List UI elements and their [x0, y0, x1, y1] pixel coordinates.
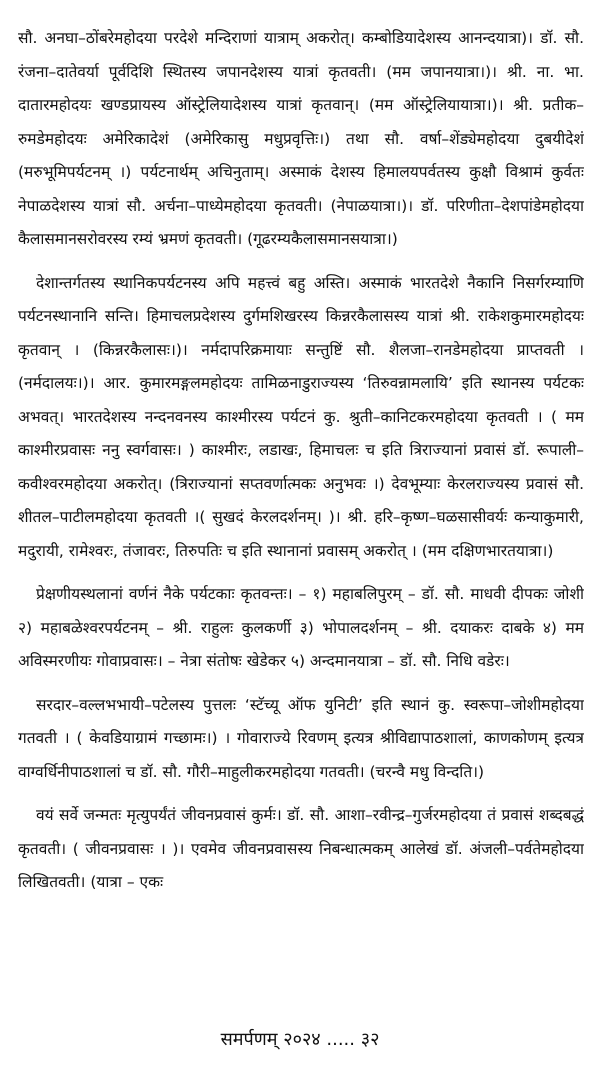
- paragraph-domestic-travels: देशान्तर्गतस्य स्थानिकपर्यटनस्य अपि महत्त्वं बहु अस्ति। अस्माकं भारतदेशे नैकानि निसर्गरम्याणि पर्यटनस्थानानि सन्ति। हिमाचलप्रदेशस्य दुर्गमशिखरस्य किन्नरकैलासस्य यात्रां श्री. राकेशकुमारमहोदयः कृतवान् । (किन्नरकैलासः।)। नर्मदापरिक्रमायाः सन्तुष्टिं सौ. शैलजा–रानडेमहोदया प्राप्तवती । (नर्मदालयः।)। आर. कुमारमङ्गलमहोदयः तामिळनाडुराज्यस्य ‘तिरुवन्नामलायि’ इति स्थानस्य पर्यटकः अभवत्। भारतदेशस्य नन्दनवनस्य काश्मीरस्य पर्यटनं कु. श्रुती–कानिटकरमहोदया कृतवती । ( मम काश्मीरप्रवासः ननु स्वर्गवासः। ) काश्मीरः, लडाखः, हिमाचलः च इति त्रिराज्यानां प्रवासं डॉ. रूपाली–कवीश्वरमहोदया अकरोत्। (त्रिराज्यानां सप्तवर्णात्मकः अनुभवः ।) देवभूम्याः केरलराज्यस्य प्रवासं सौ. शीतल–पाटीलमहोदया कृतवती ।( सुखदं केरलदर्शनम्। )। श्री. हरि–कृष्ण–घळसासीवर्यः कन्याकुमारी, मदुरायी, रामेश्वरः, तंजावरः, तिरुपतिः च इति स्थानानां प्रवासम् अकरोत् । (मम दक्षिणभारतयात्रा।): [18, 273, 584, 560]
- paragraph-life-journey: वयं सर्वे जन्मतः मृत्युपर्यंतं जीवनप्रवासं कुर्मः। डॉ. सौ. आशा–रवीन्द्र–गुर्जरमहोदया तं प्रवासं शब्दबद्धं कृतवती। ( जीवनप्रवासः । )। एवमेव जीवनप्रवासस्य निबन्धात्मकम् आलेखं डॉ. अंजली–पर्वतेमहोदया लिखितवती। (यात्रा – एकः: [18, 806, 584, 891]
- page-body: [18, 22, 584, 1022]
- paragraph-statue-of-unity: सरदार–वल्लभभायी–पटेलस्य पुत्तलः ‘स्टॅच्यू ऑफ युनिटी’ इति स्थानं कु. स्वरूपा–जोशीमहोदया गतवती । ( केवडियाग्रामं गच्छामः।) । गोवाराज्ये रिवणम् इत्यत्र श्रीविद्यापाठशालां, काणकोणम् इत्यत्र वाग्वर्धिनीपाठशालां च डॉ. सौ. गौरी–माहुलीकरमहोदया गतवती। (चरन्वै मधु विन्दति।): [18, 695, 584, 781]
- paragraph-sightseeing-list: प्रेक्षणीयस्थलानां वर्णनं नैके पर्यटकाः कृतवन्तः। – १) महाबलिपुरम् – डॉ. सौ. माधवी दीपकः जोशी २) महाबळेश्वरपर्यटनम् – श्री. राहुलः कुलकर्णी ३) भोपालदर्शनम् – श्री. दयाकरः दाबके ४) मम अविस्मरणीयः गोवाप्रवासः। – नेत्रा संतोषः खेडेकर ५) अन्दमानयात्रा – डॉ. सौ. निधि वडेरः।: [18, 585, 584, 670]
- page-footer: समर्पणम् २०२४ ..... ३२: [220, 1029, 380, 1050]
- paragraph-foreign-travels: सौ. अनघा–ठोंबरेमहोदया परदेशे मन्दिराणां यात्राम् अकरोत्। कम्बोडियादेशस्य आनन्दयात्रा)। डॉ. सौ. रंजना–दातेवर्या पूर्वदिशि स्थितस्य जपानदेशस्य यात्रां कृतवती। (मम जपानयात्रा।)। श्री. ना. भा. दातारमहोदयः खण्डप्रायस्य ऑस्ट्रेलियादेशस्य यात्रां कृतवान्। (मम ऑस्ट्रेलियायात्रा।)। श्री. प्रतीक–रुमडेमहोदयः अमेरिकादेशं (अमेरिकासु मधुप्रवृत्तिः।) तथा सौ. वर्षा–शेंड्येमहोदया दुबयीदेशं (मरुभूमिपर्यटनम् ।) पर्यटनार्थम् अचिनुताम्। अस्माकं देशस्य हिमालयपर्वतस्य कुक्षौ विश्रामं कुर्वतः नेपाळदेशस्य यात्रां सौ. अर्चना–पाध्येमहोदया कृतवती। (नेपाळयात्रा।)। डॉ. परिणीता–देशपांडेमहोदया कैलासमानसरोवरस्य रम्यं भ्रमणं कृतवती। (गूढरम्यकैलासमानसयात्रा।): [18, 29, 584, 248]
